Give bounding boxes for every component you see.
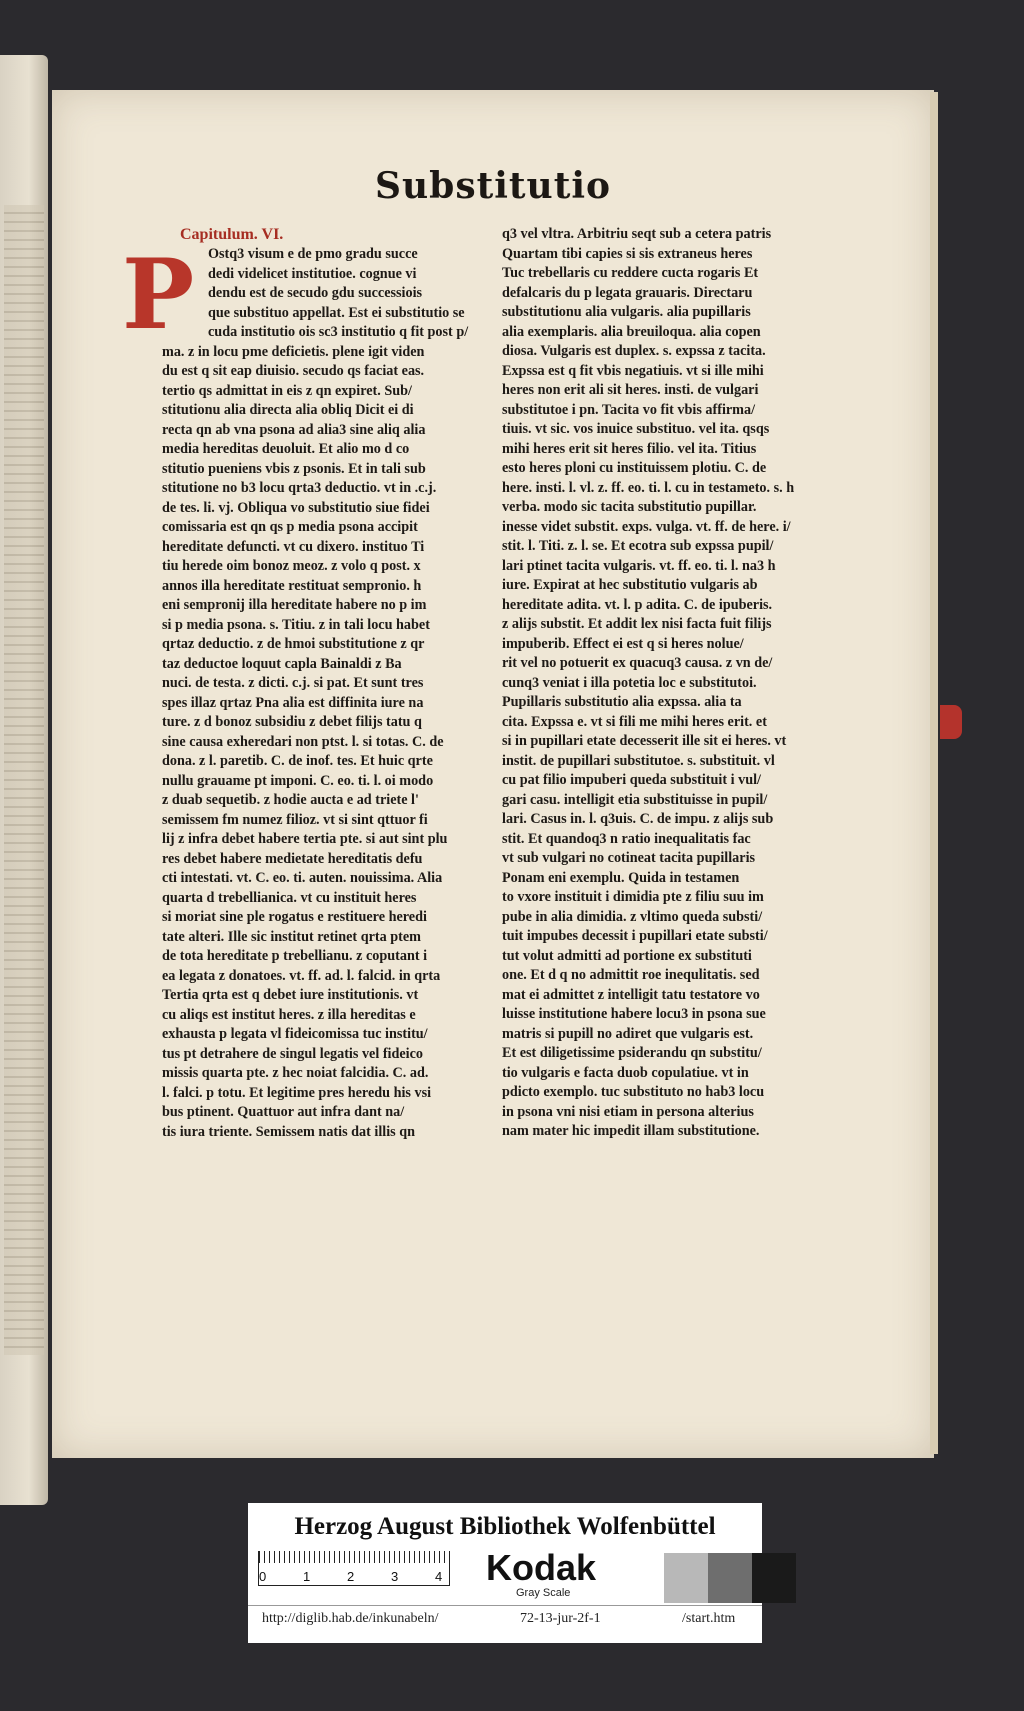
text-line: tut volut admitti ad portione ex substituti: [502, 947, 752, 964]
text-line: du est q sit eap diuisio. secudo qs faciat eas.: [162, 363, 425, 379]
text-line: ea legata z donatoes. vt. ff. ad. l. falcid. in qrta: [162, 967, 441, 984]
facing-page-edge: [0, 55, 48, 1505]
text-line: si moriat sine ple rogatus e restituere heredi: [162, 909, 427, 925]
ruler-number: 4: [435, 1569, 443, 1584]
ruler-number: 2: [347, 1569, 355, 1584]
text-line: spes illaz qrtaz Pna alia est diffinita iure na: [162, 694, 424, 711]
text-line: cita. Expssa e. vt si fili me mihi heres erit. et: [502, 713, 767, 730]
text-line: vt sub vulgari no cotineat tacita pupillaris: [502, 850, 756, 866]
text-line: stitutione no b3 locu qrta3 deductio. vt in .c.j.: [162, 480, 437, 496]
text-line: exhausta p legata vl fideicomissa tuc institu/: [162, 1026, 428, 1042]
text-line: Tuc trebellaris cu reddere cucta rogaris Et: [502, 265, 759, 281]
text-line: gari casu. intelligit etia substituisse in pupil/: [502, 791, 768, 808]
text-line: si p media psona. s. Titiu. z in tali locu habet: [162, 616, 430, 633]
text-line: dendu est de secudo gdu successiois: [208, 285, 423, 301]
text-line: tiuis. vt sic. vos inuice substituo. vel ita. qsqs: [502, 421, 770, 437]
text-line: tertio qs admittat in eis z qn expiret. Sub/: [162, 382, 412, 399]
text-line: taz deductoe loquut capla Bainaldi z Ba: [162, 655, 402, 672]
library-color-label: [248, 1503, 762, 1643]
text-line: sine causa exheredari non ptst. l. si totas. C. de: [162, 733, 444, 750]
text-line: annos illa hereditate restituat sempronio. h: [162, 577, 422, 594]
text-line: cti intestati. vt. C. eo. ti. auten. nouissima. Alia: [162, 870, 443, 886]
text-line: z duab sequetib. z hodie aucta e ad triete l': [162, 792, 419, 808]
chapter-heading: Capitulum. VI.: [180, 226, 284, 243]
text-line: here. insti. l. vl. z. ff. eo. ti. l. cu in testameto. s. h: [502, 479, 795, 496]
text-line: Quartam tibi capies si sis extraneus heres: [502, 245, 753, 262]
text-line: matris si pupill no adiret que vulgaris est.: [502, 1025, 754, 1042]
text-line: Ostq3 visum e de pmo gradu succe: [208, 246, 418, 262]
text-line: Pupillaris substitutio alia expssa. alia ta: [502, 694, 742, 710]
text-line: dona. z l. paretib. C. de inof. tes. Et huic qrte: [162, 753, 433, 769]
text-line: tis iura triente. Semissem natis dat illis qn: [162, 1123, 416, 1140]
text-line: nullu grauame pt imponi. C. eo. ti. l. oi modo: [162, 772, 434, 789]
text-line: semissem fm numez filioz. vt si sint qttuor fi: [162, 811, 428, 828]
text-line: stitutio pueniens vbis z psonis. Et in tali sub: [162, 460, 426, 477]
left-text-column: [122, 225, 502, 1142]
text-line: missis quarta pte. z hec noiat falcidia. C. ad.: [162, 1065, 429, 1081]
shelfmark: 72-13-jur-2f-1: [520, 1611, 601, 1626]
text-line: Expssa est q fit vbis negatiuis. vt si ille mihi: [502, 362, 764, 379]
library-name: Herzog August Bibliothek Wolfenbüttel: [294, 1513, 716, 1540]
text-line: si in pupillari etate decesserit ille sit ei heres. vt: [502, 733, 787, 749]
text-line: de tota hereditate p trebellianu. z coputant i: [162, 948, 428, 964]
text-line: bus ptinent. Quattuor aut infra dant na/: [162, 1104, 405, 1120]
text-line: media hereditas deuoluit. Et alio mo d co: [162, 441, 410, 457]
text-line: pdicto exemplo. tuc substituto no hab3 locu: [502, 1084, 765, 1100]
text-line: nam mater hic impedit illam substitutione.: [502, 1123, 760, 1139]
ruler-number: 3: [391, 1569, 399, 1584]
label-divider: [248, 1605, 762, 1606]
red-bookmark-tab: [940, 705, 962, 739]
digital-library-url: http://diglib.hab.de/inkunabeln/: [262, 1611, 439, 1626]
ruler-number: 0: [259, 1569, 267, 1584]
ruler-number: 1: [303, 1569, 311, 1584]
gray-scale-label: Gray Scale: [516, 1587, 571, 1599]
gray-patch: [664, 1553, 708, 1603]
text-line: cuda institutio ois sc3 institutio q fit post p/: [208, 324, 469, 340]
text-line: lari ptinet tacita vulgaris. vt. ff. eo. ti. l. na3 h: [502, 557, 776, 574]
text-line: lari. Casus in. l. q3uis. C. de impu. z alijs sub: [502, 811, 774, 827]
text-line: diosa. Vulgaris est duplex. s. expssa z tacita.: [502, 343, 766, 359]
text-line: res debet habere medietate hereditatis defu: [162, 850, 423, 867]
text-line: to vxore instituit i dimidia pte z filiu suu im: [502, 889, 764, 905]
gray-patches: [620, 1553, 796, 1603]
text-line: q3 vel vltra. Arbitriu seqt sub a cetera patris: [502, 226, 772, 242]
text-line: iure. Expirat at hec substitutio vulgaris ab: [502, 577, 758, 593]
text-line: esto heres ploni cu instituissem plotiu. C. de: [502, 460, 767, 476]
text-line: tiu herede oim bonoz meoz. z volo q post. x: [162, 558, 421, 574]
text-line: Tertia qrta est q debet iure institutionis. vt: [162, 987, 419, 1003]
right-column-lines: [502, 225, 842, 1142]
text-line: cu pat filio impuberi queda substituit i vul/: [502, 772, 761, 788]
decorated-initial: P: [122, 238, 195, 351]
text-line: impuberib. Effect ei est q si heres nolue/: [502, 635, 744, 652]
left-column-lines: [162, 245, 502, 1142]
text-line: eni sempronij illa hereditate habere no p im: [162, 597, 427, 613]
text-line: ture. z d bonoz subsidiu z debet filijs tatu q: [162, 714, 422, 730]
text-line: Et est diligetissime psiderandu qn substitu/: [502, 1045, 762, 1061]
text-line: substitutoe i pn. Tacita vo fit vbis affirma/: [502, 401, 756, 418]
text-line: comissaria est qn qs p media psona accipit: [162, 519, 418, 535]
text-line: recta qn ab vna psona ad alia3 sine aliq alia: [162, 421, 426, 438]
text-line: one. Et d q no admittit roe inequlitatis. sed: [502, 967, 760, 983]
text-line: defalcaris du p legata grauaris. Directaru: [502, 284, 753, 301]
text-line: tus pt detrahere de singul legatis vel fideico: [162, 1045, 424, 1062]
kodak-logo: Kodak: [486, 1547, 597, 1588]
ruler-numbers: [259, 1569, 449, 1585]
text-line: inesse videt substit. exps. vulga. vt. ff. de here. i/: [502, 518, 791, 535]
page-fore-edge: [930, 92, 938, 1454]
gray-patch: [620, 1553, 664, 1603]
text-line: stit. Et quandoq3 n ratio inequalitatis fac: [502, 830, 751, 847]
text-line: tuit impubes decessit i pupillari etate substi/: [502, 928, 768, 944]
start-link: /start.htm: [682, 1611, 736, 1626]
text-line: nuci. de testa. z dicti. c.j. si pat. Et sunt tres: [162, 675, 424, 691]
text-line: Ponam eni exemplu. Quida in testamen: [502, 869, 740, 886]
text-line: mat ei admittet z intelligit tatu testatore vo: [502, 986, 760, 1003]
text-line: hereditate defuncti. vt cu dixero. instituo Ti: [162, 538, 425, 555]
text-line: heres non erit ali sit heres. insti. de vulgari: [502, 382, 759, 398]
text-line: instit. de pupillari substitutoe. s. substituit. vl: [502, 752, 775, 769]
text-line: alia exemplaris. alia breuiloqua. alia copen: [502, 323, 761, 340]
text-line: in psona vni nisi etiam in persona alterius: [502, 1103, 754, 1120]
text-line: stit. l. Titi. z. l. se. Et ecotra sub expssa pupil/: [502, 538, 774, 554]
text-line: rit vel no potuerit ex quacuq3 causa. z vn de/: [502, 655, 773, 671]
text-line: stitutionu alia directa alia obliq Dicit ei di: [162, 402, 414, 418]
text-line: tio vulgaris e facta duob copulatiue. vt in: [502, 1064, 749, 1081]
text-line: que substituo appellat. Est ei substitutio se: [208, 304, 465, 321]
text-line: quarta d trebellianica. vt cu instituit heres: [162, 889, 417, 906]
page-stack-texture: [4, 205, 44, 1355]
text-line: luisse institutione habere locu3 in psona sue: [502, 1006, 766, 1022]
text-line: z alijs substit. Et addit lex nisi facta fuit filijs: [502, 616, 772, 632]
text-line: tate alteri. Ille sic institut retinet qrta ptem: [162, 928, 421, 945]
text-line: cu aliqs est institut heres. z illa hereditas e: [162, 1006, 416, 1023]
book-page: [52, 90, 934, 1458]
gray-patch: [708, 1553, 752, 1603]
text-line: mihi heres erit sit heres filio. vel ita. Titius: [502, 440, 757, 457]
text-line: de tes. li. vj. Obliqua vo substitutio siue fidei: [162, 499, 430, 516]
scale-ruler: [258, 1551, 450, 1586]
gray-patch: [752, 1553, 796, 1603]
text-line: verba. modo sic tacita substitutio pupillar.: [502, 499, 757, 515]
text-line: ma. z in locu pme deficietis. plene igit viden: [162, 343, 425, 360]
text-line: l. falci. p totu. Et legitime pres heredu his vsi: [162, 1084, 432, 1101]
text-line: lij z infra debet habere tertia pte. si aut sint plu: [162, 831, 448, 847]
text-line: pube in alia dimidia. z vltimo queda substi/: [502, 908, 763, 925]
text-line: substitutionu alia vulgaris. alia pupillaris: [502, 304, 751, 320]
text-line: hereditate adita. vt. l. p adita. C. de ipuberis.: [502, 596, 773, 613]
text-line: qrtaz deductio. z de hmoi substitutione z qr: [162, 636, 425, 652]
text-line: cunq3 veniat i illa potetia loc e substitutoi.: [502, 674, 757, 691]
text-line: dedi videlicet institutioe. cognue vi: [208, 265, 417, 282]
right-text-column: [502, 225, 842, 1142]
running-head: Substitutio: [374, 165, 612, 207]
